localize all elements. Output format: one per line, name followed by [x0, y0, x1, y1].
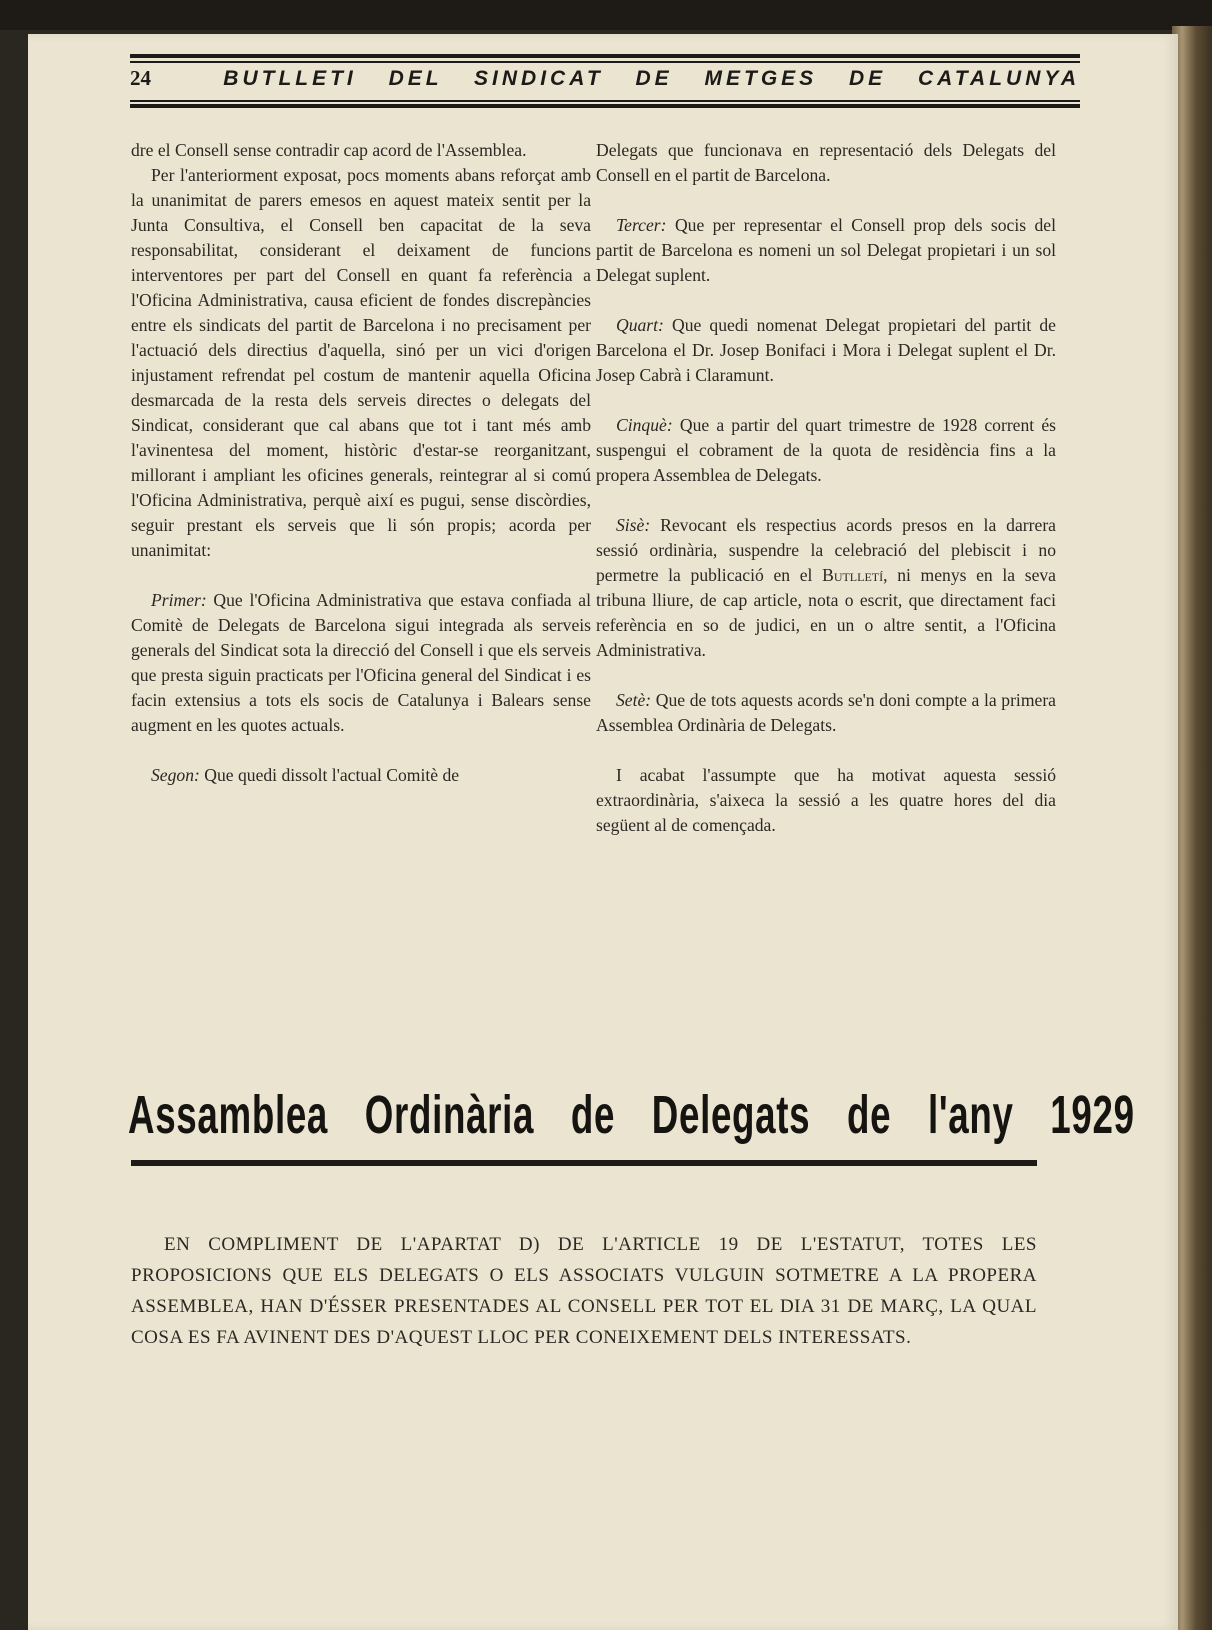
resolution-segon	[131, 763, 591, 788]
left-column	[131, 138, 591, 788]
item-text: Que quedi nomenat Delegat propietari del partit de Barcelona el Dr. Josep Bonifaci i Mora i Delegat suplent el Dr. Josep Cabrà i Claramunt.	[596, 315, 1056, 385]
item-label: Quart:	[616, 315, 664, 335]
header-rule-top-thin	[130, 61, 1080, 63]
resolution-quart	[596, 313, 1056, 388]
closing-paragraph: I acabat l'assumpte que ha motivat aquesta sessió extraordinària, s'aixeca la sessió a les quatre hores del dia següent al de començada.	[596, 765, 1056, 835]
paragraph: Per l'anteriorment exposat, pocs moments abans reforçat amb la unanimitat de parers emesos en aquest mateix sentit per la Junta Consultiva, el Consell ben capacitat de la seva responsabilitat, considerant el deixament de funcions interventores per part del Consell en quant fa referència a l'Oficina Administrativa, causa eficient de fondes discrepàncies entre els sindicats del partit de Barcelona i no precisament per l'actuació dels directius d'aquella, sinó per un vici d'origen injustament refrendat pel costum de mantenir aquella Oficina desmarcada de la resta dels serveis directes o delegats del Sindicat, considerant que cal abans que tot i tant més amb l'avinentesa del moment, històric d'estar-se reorganitzant, millorant i ampliant les oficines generals, reintegrar al si comú l'Oficina Administrativa, perquè així es pugui, sense discòrdies, seguir prestant els serveis que li són propis; acorda per unanimitat:	[131, 165, 591, 560]
journal-title: BUTLLETI DEL SINDICAT DE METGES DE CATALUNYA	[223, 67, 1080, 90]
item-label: Setè:	[616, 690, 652, 710]
item-label: Sisè:	[616, 515, 651, 535]
item-text: Que de tots aquests acords se'n doni compte a la primera Assemblea Ordinària de Delegats.	[596, 690, 1056, 735]
resolution-sete	[596, 688, 1056, 738]
header-rule-bottom-thick	[130, 104, 1080, 108]
title-rule	[131, 1160, 1037, 1166]
item-text: Que quedi dissolt l'actual Comitè de	[204, 765, 460, 785]
journal-name: Butlletí,	[822, 565, 888, 585]
resolution-sise	[596, 513, 1056, 663]
right-column	[596, 138, 1056, 838]
item-text: Revocant els respectius acords presos en la darrera sessió ordinària, suspendre la celebració del plebiscit i no permetre la publicació en el	[596, 515, 1056, 585]
item-text: Que l'Oficina Administrativa que estava confiada al Comitè de Delegats de Barcelona sigui integrada als serveis generals del Sindicat sota la direcció del Consell i que els serveis que presta siguin practicats per l'Oficina general del Sindicat i es facin extensius a tots els socis de Catalunya i Balears sense augment en les quotes actuals.	[131, 590, 591, 735]
scanner-background	[0, 0, 1212, 30]
notice-text: EN COMPLIMENT DE L'APARTAT D) DE L'ARTICLE 19 DE L'ESTATUT, TOTES LES PROPOSICIONS QUE ELS DELEGATS O ELS ASSOCIATS VULGUIN SOTMETRE A LA PROPERA ASSEMBLEA, HAN D'ÉSSER PRESENTADES AL CONSELL PER TOT EL DIA 31 DE MARÇ, LA QUAL COSA ES FA AVINENT DES D'AQUEST LLOC PER CONEIXEMENT DELS INTERESSATS.	[131, 1234, 1037, 1348]
item-label: Tercer:	[616, 215, 667, 235]
item-text: Que a partir del quart trimestre de 1928 corrent és suspengui el cobrament de la quota de residència fins a la propera Assemblea de Delegats.	[596, 415, 1056, 485]
resolution-cinque	[596, 413, 1056, 488]
paragraph: Delegats que funcionava en representació dels Delegats del Consell en el partit de Barcelona.	[596, 140, 1056, 185]
item-label: Cinquè:	[616, 415, 673, 435]
header-rule-top-thick	[130, 54, 1080, 58]
book-spine	[1172, 26, 1212, 1630]
resolution-primer	[131, 588, 591, 738]
resolution-tercer	[596, 213, 1056, 288]
item-label: Primer:	[151, 590, 207, 610]
item-text: ni menys en la seva tribuna lliure, de cap article, nota o escrit, que directament faci referència en so de judici, en un o altre sentit, a l'Oficina Administrativa.	[596, 565, 1056, 660]
page-number: 24	[130, 66, 151, 90]
header-rule-bottom-thin	[130, 100, 1080, 102]
item-label: Segon:	[151, 765, 200, 785]
running-header	[130, 66, 1080, 96]
item-text: Que per representar el Consell prop dels socis del partit de Barcelona es nomeni un sol Delegat propietari i un sol Delegat suplent.	[596, 215, 1056, 285]
paragraph: dre el Consell sense contradir cap acord de l'Assemblea.	[131, 140, 527, 160]
section-title: Assamblea Ordinària de Delegats de l'any 1929	[128, 1085, 1135, 1145]
